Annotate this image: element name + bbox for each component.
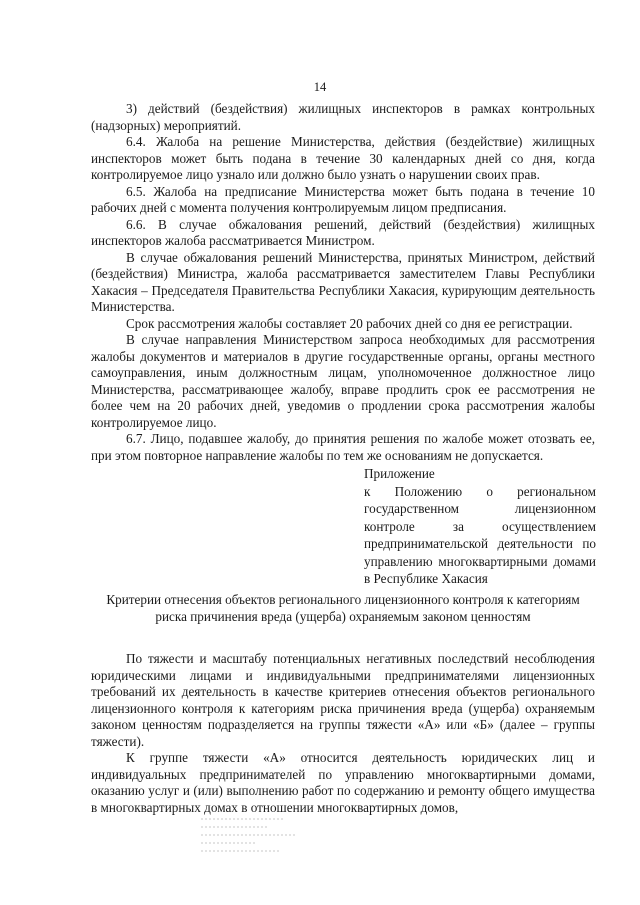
paragraph: В случае направления Министерством запроса необходимых для рассмотрения жалобы документов и материалов в другие государственные органы, органы местного самоуправления, иным должностным лицам, уполномоченное должностное лицо Министерства, рассматривающее жалобу, вправе продлить срок ее рассмотрения не более чем на 20 рабочих дней, уведомив о продлении срока рассмотрения жалобы контролируемое лицо. [91,332,595,430]
paragraph: 6.7. Лицо, подавшее жалобу, до принятия решения по жалобе может отозвать ее, при этом повторное направление жалобы по тем же основаниям не допускается. [91,431,595,463]
document-body [91,101,595,464]
paragraph: К группе тяжести «А» относится деятельность юридических лиц и индивидуальных предпринимателей по управлению многоквартирными домами, оказанию услуг и (или) выполнению работ по содержанию и ремонту общего имущества в многоквартирных домах в отношении многоквартирных домов, [91,750,595,815]
section-heading: Критерии отнесения объектов регионального лицензионного контроля к категориям риска причинения вреда (ущерба) охраняемым законом ценностям [106,592,580,624]
paragraph: По тяжести и масштабу потенциальных негативных последствий несоблюдения юридическими лицами и индивидуальными предпринимателями лицензионных требований их деятельность в качестве критериев отнесения объектов регионального лицензионного контроля к категориям риска причинения вреда (ущерба) охраняемым законом ценностям подразделяется на группы тяжести «А» или «Б» (далее – группы тяжести). [91,651,595,749]
document-body-continued [91,651,595,816]
paragraph: В случае обжалования решений Министерства, принятых Министром, действий (бездействия) Министра, жалоба рассматривается заместителем Главы Республики Хакасия – Председателя Правительства Республики Хакасия, курирующим деятельность Министерства. [91,249,595,314]
paragraph: Срок рассмотрения жалобы составляет 20 рабочих дней со дня ее регистрации. [126,315,573,331]
paragraph: 6.4. Жалоба на решение Министерства, действия (бездействие) жилищных инспекторов может быть подана в течение 30 календарных дней со дня, когда контролируемое лицо узнало или должно было узнать о нарушении своих прав. [91,134,595,182]
paragraph: 6.5. Жалоба на предписание Министерства может быть подана в течение 10 рабочих дней с момента получения контролируемым лицом предписания. [91,183,595,215]
appendix-title: Приложение [364,466,435,481]
paragraph: 6.6. В случае обжалования решений, действий (бездействия) жилищных инспекторов жалоба рассматривается Министром. [91,216,595,248]
appendix-block [364,465,596,588]
paragraph: 3) действий (бездействия) жилищных инспекторов в рамках контрольных (надзорных) мероприятий. [91,101,595,133]
page-number: 14 [313,80,327,94]
appendix-text: к Положению о региональном государственном лицензионном контроле за осуществлением предпринимательской деятельности по управлению многоквартирными домами в Республике Хакасия [364,483,596,586]
faint-stamp-mark [197,812,315,860]
